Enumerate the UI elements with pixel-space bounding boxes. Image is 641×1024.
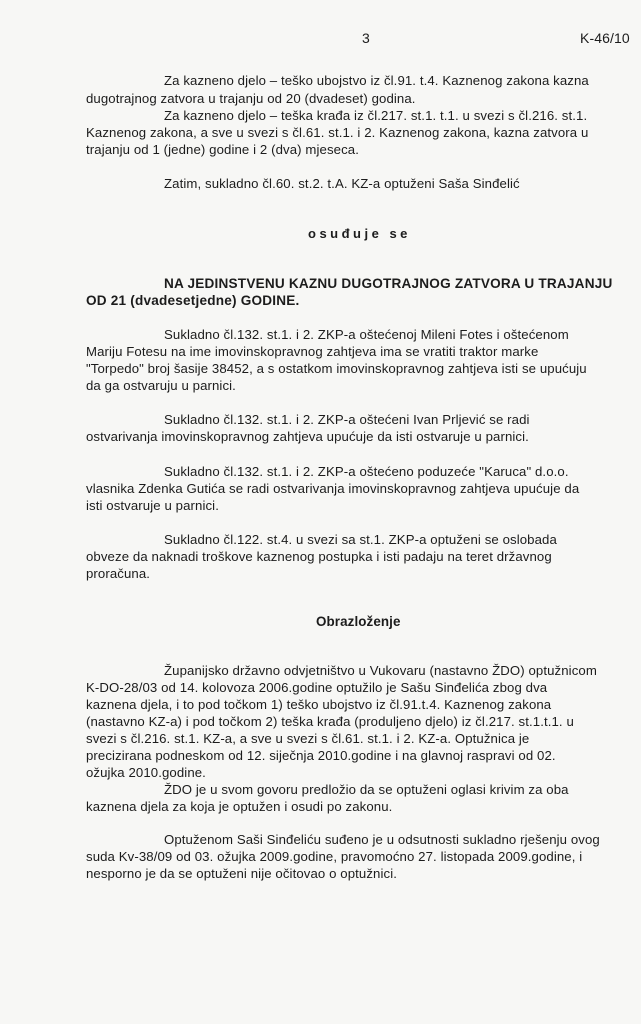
paragraph-line: Za kazneno djelo – teška krađa iz čl.217. st.1. t.1. u svezi s čl.216. st.1. <box>164 108 588 123</box>
paragraph-line: ožujka 2010.godine. <box>86 765 206 780</box>
section-title: Obrazloženje <box>316 614 401 629</box>
paragraph-line: ostvarivanja imovinskopravnog zahtjeva upućuje da isti ostvaruje u parnici. <box>86 429 529 444</box>
case-number: K-46/10 <box>580 30 630 46</box>
paragraph-line: suda Kv-38/09 od 03. ožujka 2009.godine, pravomoćno 27. listopada 2009.godine, i <box>86 849 583 864</box>
paragraph-line: Županijsko državno odvjetništvo u Vukovaru (nastavno ŽDO) optužnicom <box>164 663 597 678</box>
paragraph-line: kaznena djela za koja je optužen i osudi po zakonu. <box>86 799 393 814</box>
paragraph-line: Zatim, sukladno čl.60. st.2. t.A. KZ-a optuženi Saša Sinđelić <box>164 176 520 191</box>
sentence-line: NA JEDINSTVENU KAZNU DUGOTRAJNOG ZATVORA U TRAJANJU <box>164 276 613 291</box>
paragraph-line: da ga ostvaruju u parnici. <box>86 378 236 393</box>
sentence-line: OD 21 (dvadesetjedne) GODINE. <box>86 293 300 308</box>
paragraph-line: trajanju od 1 (jedne) godine i 2 (dva) mjeseca. <box>86 142 359 157</box>
paragraph-line: obveze da naknadi troškove kaznenog postupka i isti padaju na teret državnog <box>86 549 552 564</box>
paragraph-line: Sukladno čl.132. st.1. i 2. ZKP-a oštećenoj Mileni Fotes i oštećenom <box>164 327 569 342</box>
paragraph-line: Sukladno čl.132. st.1. i 2. ZKP-a oštećeni Ivan Prljević se radi <box>164 412 530 427</box>
paragraph-line: ŽDO je u svom govoru predložio da se optuženi oglasi krivim za oba <box>164 782 569 797</box>
paragraph-line: kaznena djela, i to pod točkom 1) teško ubojstvo iz čl.91.t.4. Kaznenog zakona <box>86 697 552 712</box>
paragraph-line: (nastavno KZ-a) i pod točkom 2) teška krađa (produljeno djelo) iz čl.217. st.1.t.1. u <box>86 714 574 729</box>
paragraph-line: Mariju Fotesu na ime imovinskopravnog zahtjeva ima se vratiti traktor marke <box>86 344 539 359</box>
paragraph-line: Kaznenog zakona, a sve u svezi s čl.61. st.1. i 2. Kaznenog zakona, kazna zatvora u <box>86 125 589 140</box>
paragraph-line: isti ostvaruje u parnici. <box>86 498 219 513</box>
page-number: 3 <box>362 30 370 46</box>
paragraph-line: nesporno je da se optuženi nije očitovao o optužnici. <box>86 866 398 881</box>
paragraph-line: svezi s čl.216. st.1. KZ-a, a sve u svezi s čl.61. st.1. i 2. KZ-a. Optužnica je <box>86 731 530 746</box>
paragraph-line: Optuženom Saši Sinđeliću suđeno je u odsutnosti sukladno rješenju ovog <box>164 832 600 847</box>
paragraph-line: Sukladno čl.122. st.4. u svezi sa st.1. ZKP-a optuženi se oslobada <box>164 532 557 547</box>
paragraph-line: Za kazneno djelo – teško ubojstvo iz čl.91. t.4. Kaznenog zakona kazna <box>164 73 589 88</box>
paragraph-line: dugotrajnog zatvora u trajanju od 20 (dvadeset) godina. <box>86 91 416 106</box>
verdict-heading: osuđuje se <box>308 226 411 241</box>
paragraph-line: Sukladno čl.132. st.1. i 2. ZKP-a oštećeno poduzeće "Karuca" d.o.o. <box>164 464 569 479</box>
paragraph-line: proračuna. <box>86 566 151 581</box>
paragraph-line: "Torpedo" broj šasije 38452, a s ostatkom imovinskopravnog zahtjeva isti se upućuju <box>86 361 587 376</box>
paragraph-line: vlasnika Zdenka Gutića se radi ostvarivanja imovinskopravnog zahtjeva upućuje da <box>86 481 580 496</box>
paragraph-line: precizirana podneskom od 12. siječnja 2010.godine i na glavnoj raspravi od 02. <box>86 748 556 763</box>
paragraph-line: K-DO-28/03 od 14. kolovoza 2006.godine optužilo je Sašu Sinđelića zbog dva <box>86 680 548 695</box>
